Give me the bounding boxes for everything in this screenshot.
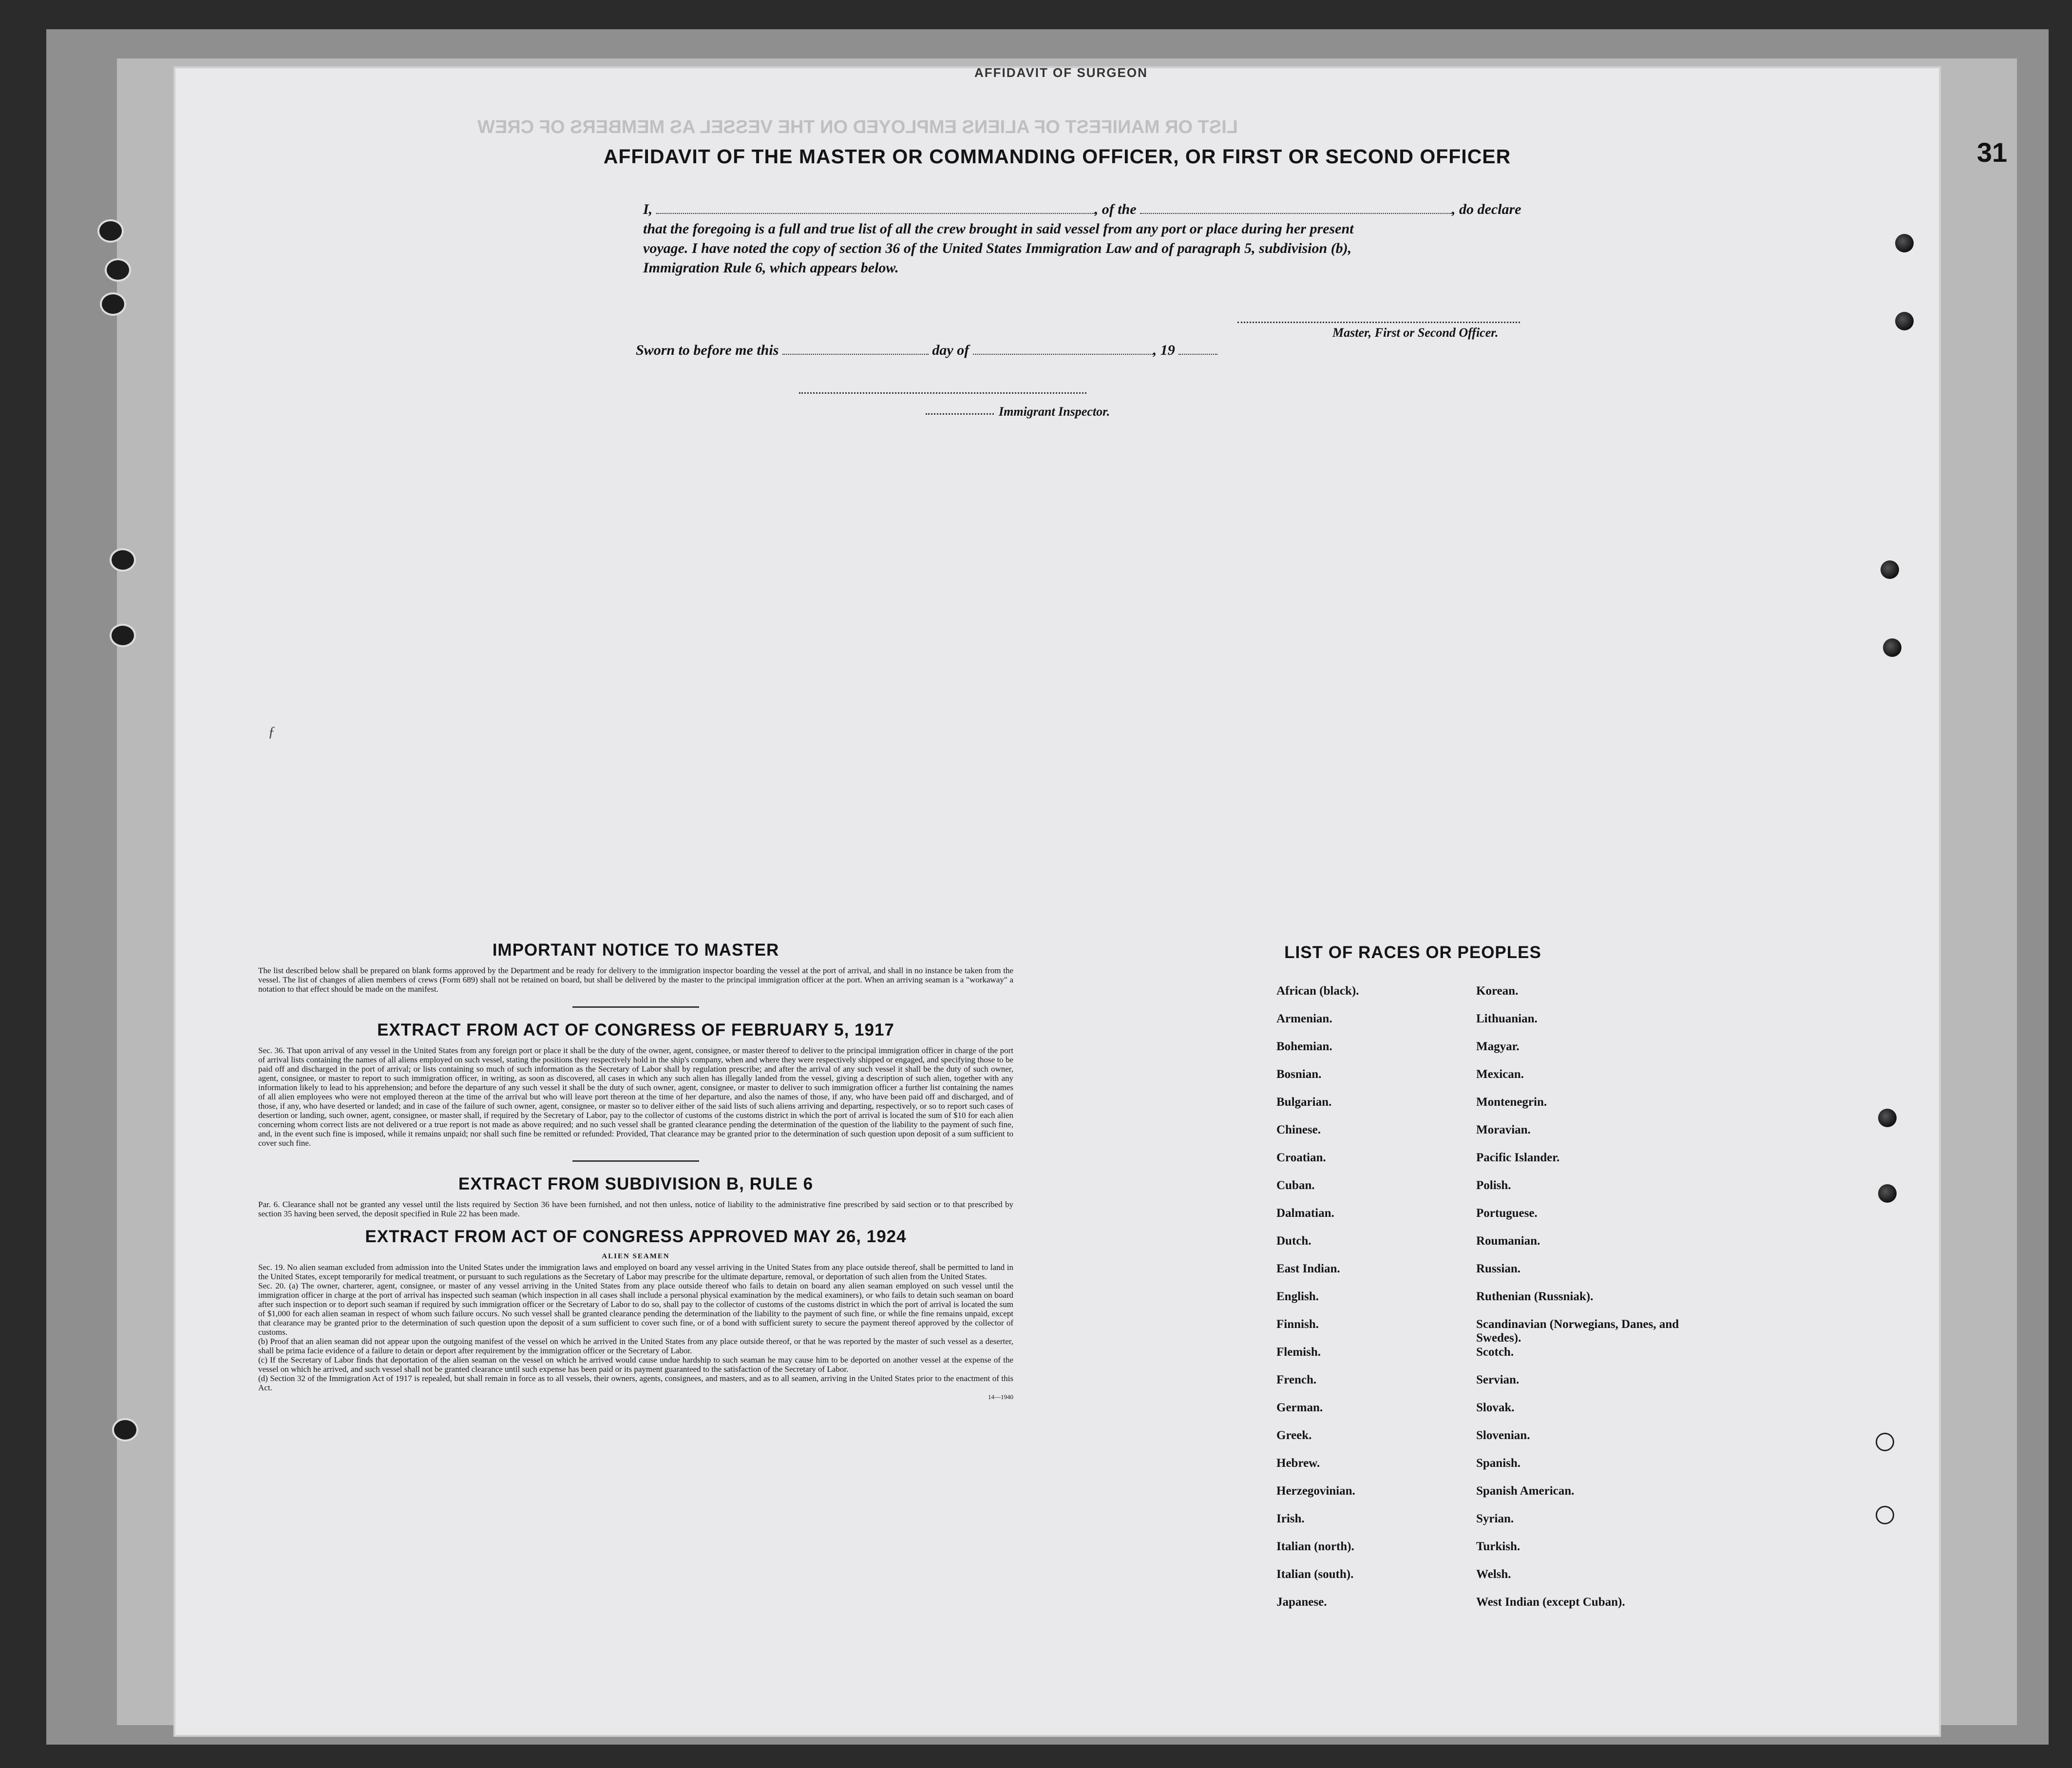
sec20c-text: (c) If the Secretary of Labor finds that deportation of the alien seaman on the vessel on which he arrived would cause undue hardship to such seaman he may cause him to be deported on another vessel at the expense of the vessel on which he arrived, and such vessel shall not be granted clearance until such expense has been paid or its payment guaranteed to the satisfaction of the Secretary of Labor. bbox=[258, 1355, 1013, 1374]
sworn-year-blank[interactable] bbox=[1179, 344, 1217, 355]
extract-rule6-text: Par. 6. Clearance shall not be granted any vessel until the lists required by Section 36 have been furnished, and not then unless, notice of liability to the administrative fine prescribed by said section or to that prescribed by section 35 having been served, the deposit specified in Rule 22 has been made. bbox=[258, 1200, 1013, 1218]
extract-rule6-heading: EXTRACT FROM SUBDIVISION B, RULE 6 bbox=[458, 1174, 814, 1193]
race-item: Montenegrin. bbox=[1476, 1095, 1547, 1109]
race-item: Dalmatian. bbox=[1276, 1207, 1334, 1220]
inspector-label: Immigrant Inspector. bbox=[999, 404, 1110, 419]
extract-1924-heading: EXTRACT FROM ACT OF CONGRESS APPROVED MAY 26, 1924 bbox=[365, 1227, 907, 1246]
sec19-text: Sec. 19. No alien seaman excluded from admission into the United States under the immigration laws and employed on board any vessel arriving in the United States from any place outside thereof, shall be permitted to land in the United States, except temporarily for medical treatment, or pursuant to such regulations as the Secretary of Labor may prescribe for the ultimate departure, removal, or deportation of such alien from the United States. bbox=[258, 1263, 1013, 1281]
notice-text: The list described below shall be prepared on blank forms approved by the Department and be ready for delivery to the immigration inspector boarding the vessel at the port of arrival, and shall in no instance be taken from the vessel. The list of changes of alien members of crews (Form 689) shall not be retained on board, but shall be delivered by the master to the principal immigration officer at the port. When an arriving seaman is a "workaway" a notation to that effect should be made on the manifest. bbox=[258, 966, 1013, 994]
race-item: Bulgarian. bbox=[1276, 1095, 1332, 1109]
race-item: East Indian. bbox=[1276, 1262, 1340, 1275]
affidavit-title: AFFIDAVIT OF THE MASTER OR COMMANDING OFFICER, OR FIRST OR SECOND OFFICER bbox=[603, 145, 1511, 168]
race-item: Scandinavian (Norwegians, Danes, and Swedes). bbox=[1476, 1318, 1679, 1345]
races-column-1 bbox=[1276, 984, 1359, 1623]
bleed-through-title: LIST OR MANIFEST OF ALIENS EMPLOYED ON THE VESSEL AS MEMBERS OF CREW bbox=[477, 117, 1238, 137]
race-item: Slovak. bbox=[1476, 1401, 1515, 1414]
divider bbox=[572, 1160, 699, 1162]
race-item: Cuban. bbox=[1276, 1179, 1315, 1192]
binder-hole bbox=[1895, 312, 1914, 330]
race-item: Turkish. bbox=[1476, 1540, 1521, 1553]
race-item: Roumanian. bbox=[1476, 1234, 1540, 1248]
race-item: Polish. bbox=[1476, 1179, 1511, 1192]
race-item: Scotch. bbox=[1476, 1345, 1514, 1359]
race-item: French. bbox=[1276, 1373, 1317, 1386]
race-item: Portuguese. bbox=[1476, 1207, 1538, 1220]
race-item: Korean. bbox=[1476, 984, 1519, 998]
sec20d-text: (d) Section 32 of the Immigration Act of 1917 is repealed, but shall remain in force as to all vessels, their owners, agents, consignees, and masters, and as to all seamen, arriving in the United States prior to the enactment of this Act. bbox=[258, 1374, 1013, 1392]
sworn-year: , 19 bbox=[1153, 342, 1175, 358]
notice-heading: IMPORTANT NOTICE TO MASTER bbox=[492, 941, 779, 960]
race-item: Magyar. bbox=[1476, 1040, 1520, 1053]
binder-hole bbox=[1878, 1109, 1897, 1127]
extract-1917-heading: EXTRACT FROM ACT OF CONGRESS OF FEBRUARY 5, 1917 bbox=[377, 1020, 894, 1039]
race-item: English. bbox=[1276, 1290, 1319, 1303]
page-number: 31 bbox=[1977, 137, 2007, 168]
sworn-month-blank[interactable] bbox=[973, 344, 1153, 355]
surgeon-affidavit-strip: AFFIDAVIT OF SURGEON bbox=[974, 65, 1148, 80]
declaration-do-declare: , do declare bbox=[1452, 201, 1521, 217]
vessel-blank[interactable] bbox=[1140, 203, 1452, 214]
race-item: Japanese. bbox=[1276, 1595, 1327, 1609]
race-item: Irish. bbox=[1276, 1512, 1305, 1525]
binder-hole bbox=[1876, 1506, 1894, 1524]
race-item: Finnish. bbox=[1276, 1318, 1319, 1331]
declaration-line bbox=[643, 200, 1739, 219]
sec20b-text: (b) Proof that an alien seaman did not appear upon the outgoing manifest of the vessel on which he arrived in the United States from any place outside thereof, or that he was reported by the master of such vessel as a deserter, shall be prima facie evidence of a failure to detain or deport after requirement by the immigration officer or the Secretary of Labor. bbox=[258, 1337, 1013, 1355]
race-item: Russian. bbox=[1476, 1262, 1521, 1275]
race-item: Herzegovinian. bbox=[1276, 1484, 1355, 1498]
binder-hole bbox=[1895, 234, 1914, 252]
race-item: Croatian. bbox=[1276, 1151, 1326, 1164]
binder-hole bbox=[97, 219, 124, 243]
race-item: Dutch. bbox=[1276, 1234, 1312, 1248]
race-item: German. bbox=[1276, 1401, 1323, 1414]
alien-seamen-subheading: ALIEN SEAMEN bbox=[602, 1252, 670, 1260]
sec20a-text: Sec. 20. (a) The owner, charterer, agent, consignee, or master of any vessel arriving in the United States from any place outside thereof who fails to detain on board any alien seaman employed on such vessel until the immigration officer in charge at the port of arrival has inspected such seaman (which inspection in all cases shall include a personal physical examination by the medical examiners), or who fails to detain such seaman on board after such inspection or to deport such seaman if required by such immigration officer or the Secretary of Labor to do so, shall pay to the collector of customs of the customs district in which the port of arrival is located the sum of $1,000 for each alien seaman in respect of whom such failure occurs. No such vessel shall be granted clearance pending the determination of the liability to the payment of such fine, or while the fine remains unpaid, except that clearance may be granted prior to the determination of such question upon the deposit of a sum sufficient to cover such fine, or of a bond with sufficient surety to secure the payment thereof approved by the collector of customs. bbox=[258, 1281, 1013, 1337]
race-item: Bosnian. bbox=[1276, 1068, 1322, 1081]
race-item: Chinese. bbox=[1276, 1123, 1321, 1136]
inspector-short-line bbox=[926, 413, 994, 415]
binder-hole bbox=[105, 258, 131, 282]
race-item: Mexican. bbox=[1476, 1068, 1524, 1081]
race-item: West Indian (except Cuban). bbox=[1476, 1595, 1625, 1609]
race-item: Armenian. bbox=[1276, 1012, 1332, 1025]
affidavit-body bbox=[643, 200, 1739, 278]
declaration-text-3: voyage. I have noted the copy of section 36 of the United States Immigration Law and of paragraph 5, subdivision (b), bbox=[643, 240, 1352, 256]
race-item: Hebrew. bbox=[1276, 1457, 1320, 1470]
declaration-of-the: , of the bbox=[1094, 201, 1137, 217]
binder-hole bbox=[1881, 560, 1899, 579]
binder-hole bbox=[1883, 638, 1901, 657]
master-signature-label: Master, First or Second Officer. bbox=[1332, 326, 1499, 340]
race-item: Spanish American. bbox=[1476, 1484, 1575, 1498]
notice-column bbox=[258, 941, 1013, 1401]
declaration-text-2: that the foregoing is a full and true list of all the crew brought in said vessel from any port or place during her present bbox=[643, 221, 1354, 237]
race-item: Flemish. bbox=[1276, 1345, 1321, 1359]
manifest-page bbox=[175, 65, 2007, 1735]
race-item: Italian (south). bbox=[1276, 1568, 1354, 1581]
race-item: Italian (north). bbox=[1276, 1540, 1354, 1553]
race-item: Welsh. bbox=[1476, 1568, 1511, 1581]
divider bbox=[572, 1006, 699, 1008]
extract-1917-text: Sec. 36. That upon arrival of any vessel in the United States from any foreign port or place it shall be the duty of the owner, agent, consignee, or master thereof to deliver to the principal immigration officer in charge of the port of arrival lists containing the names of all aliens employed on such vessel, stating the positions they respectively hold in the ship's company, when and where they were respectively shipped or engaged, and specifying those to be paid off and discharged in the port of arrival; or lists containing so much of such information as the Secretary of Labor shall by regulation prescribe; and after the arrival of any such vessel it shall be the duty of such owner, agent, consignee, or master to report to such immigration officer, in writing, as soon as discovered, all cases in which any such alien has illegally landed from the vessel, giving a description of such alien, together with any information likely to lead to his apprehension; and before the departure of any such vessel it shall be the duty of such owner, agent, consignee, or master to deliver to such immigration officer a further list containing the names of all alien employees who were not employed thereon at the time of the arrival but who will leave port thereon at the time of her departure, and also the names of those, if any, who have been paid off and discharged, and of those, if any, who have deserted or landed; and in case of the failure of such owner, agent, consignee, or master so to deliver either of the said lists of such aliens arriving and departing, respectively, or so to report such cases of desertion or landing, such owner, agent, consignee, or master shall, if required by the Secretary of Labor, pay to the collector of customs of the customs district in which the port of arrival is located the sum of $10 for each alien concerning whom correct lists are not delivered or a true report is not made as above required; and no such vessel shall be granted clearance pending the determination of the question of the liability to the payment of such fine, and, in the event such fine is imposed, while it remains unpaid; nor shall such fine be remitted or refunded: Provided, That clearance may be granted prior to the determination of such question upon deposit of a sum sufficient to cover such fine. bbox=[258, 1046, 1013, 1148]
sworn-text: Sworn to before me this bbox=[636, 342, 779, 358]
binder-hole bbox=[100, 292, 126, 316]
binder-hole bbox=[110, 548, 136, 572]
sworn-day-blank[interactable] bbox=[782, 344, 929, 355]
races-column-2 bbox=[1476, 984, 1681, 1623]
sworn-line bbox=[636, 342, 1217, 359]
name-blank[interactable] bbox=[656, 203, 1095, 214]
binder-hole bbox=[1876, 1433, 1894, 1451]
form-number: 14—1940 bbox=[988, 1393, 1013, 1401]
binder-hole bbox=[110, 624, 136, 647]
race-item: Lithuanian. bbox=[1476, 1012, 1538, 1025]
race-item: Ruthenian (Russniak). bbox=[1476, 1290, 1594, 1303]
race-item: Pacific Islander. bbox=[1476, 1151, 1560, 1164]
sworn-day-of: day of bbox=[932, 342, 969, 358]
inspector-signature-line[interactable] bbox=[799, 392, 1086, 394]
top-strip bbox=[175, 65, 1939, 83]
declaration-i: I, bbox=[643, 201, 653, 217]
race-item: Bohemian. bbox=[1276, 1040, 1332, 1053]
race-item: Servian. bbox=[1476, 1373, 1520, 1386]
races-title: LIST OF RACES OR PEOPLES bbox=[1284, 943, 1541, 962]
master-signature-line[interactable] bbox=[1237, 322, 1520, 323]
race-item: Syrian. bbox=[1476, 1512, 1514, 1525]
race-item: Slovenian. bbox=[1476, 1429, 1530, 1442]
race-item: Greek. bbox=[1276, 1429, 1312, 1442]
binder-hole bbox=[1878, 1184, 1897, 1203]
binder-hole bbox=[112, 1418, 138, 1441]
race-item: Spanish. bbox=[1476, 1457, 1521, 1470]
stray-mark: ƒ bbox=[268, 724, 275, 740]
race-item: African (black). bbox=[1276, 984, 1359, 998]
declaration-text-4: Immigration Rule 6, which appears below. bbox=[643, 260, 899, 276]
race-item: Moravian. bbox=[1476, 1123, 1531, 1136]
